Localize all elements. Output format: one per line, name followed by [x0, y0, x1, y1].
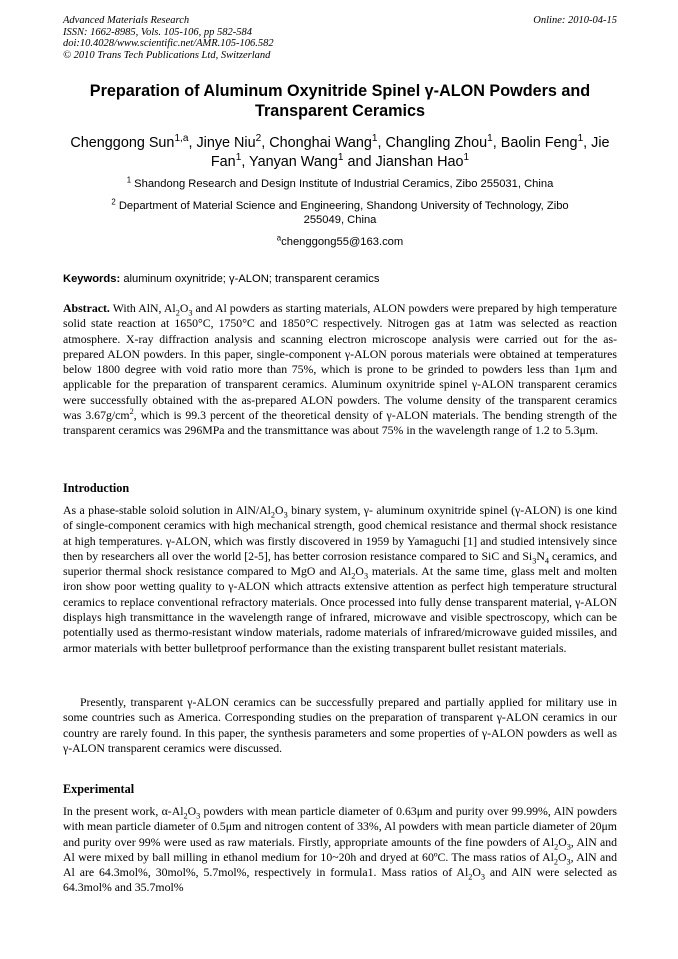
author-name: , Chonghai Wang — [261, 135, 372, 151]
author-affiliation-mark: 1 — [235, 152, 242, 164]
affiliation-text: 255049, China — [303, 213, 377, 226]
author-affiliation-mark: 1 — [577, 133, 584, 145]
body-text: As a phase-stable soloid solution in AlN/Al — [63, 503, 271, 517]
subscript: 2 — [270, 510, 276, 520]
body-text: , AlN and Al are 64.3mol%, 30mol%, 5.7mol%, respectively in formula1. Mass ratios of Al — [63, 849, 617, 880]
paper-title — [63, 82, 617, 121]
body-text: powders with mean particle diameter of 0.63μm and purity over 99.99%, AlN powders with mean particle diameter of 0.5μm and nitrogen content of 33%, Al powders with mean particle diameter of 20μm and purity over 99% were used as raw materials. Firstly, appropriate amounts of the fine powders of Al — [63, 804, 618, 849]
body-text: N — [536, 548, 545, 563]
title-line-2: Transparent Ceramics — [254, 101, 426, 120]
author-affiliation-mark: 1 — [337, 152, 344, 164]
subscript: 3 — [363, 571, 369, 581]
subscript: 3 — [196, 811, 201, 821]
author-affiliation-mark: 1,a — [174, 133, 189, 145]
author-name: and Jianshan Hao — [343, 154, 464, 170]
subscript: 3 — [480, 872, 485, 882]
copyright-line: © 2010 Trans Tech Publications Ltd, Switzerland — [63, 49, 271, 61]
journal-header — [63, 15, 617, 61]
body-text: O — [558, 834, 567, 849]
online-date: Online: 2010-04-15 — [533, 15, 617, 26]
body-text: binary system, γ- aluminum oxynitride spinel (γ-ALON) is one kind of single-component ceramics with high mechanical strength, good chemical resistance and thermal shock resistance at high temperatures. γ-ALON, which was firstly discovered in 1959 by Yamaguchi [1] and studied intensively since then by researchers all over the world [2-5], has better corrosion resistance compared to SiC and Si — [63, 503, 617, 563]
experimental-paragraph — [63, 804, 617, 896]
affiliation-1 — [63, 175, 617, 192]
subscript: 3 — [566, 857, 571, 867]
author-list — [63, 134, 617, 172]
abstract-text: , which is 99.3 percent of the theoretical density of γ-ALON materials. The bending strength of the transparent ceramics was 296MPa and the transmittance was about 75% in the wavelength range of 1.2 to 5.3μm. — [63, 408, 617, 438]
author-name: , Jie Fan — [210, 135, 610, 170]
author-name: Chenggong Sun — [70, 135, 175, 151]
subscript: 3 — [566, 841, 571, 851]
author-affiliation-mark: 1 — [463, 152, 470, 164]
email-address: chenggong55@163.com — [281, 236, 404, 248]
body-text: , AlN and Al were mixed by ball milling in ethanol medium for 10~20h and dryed at 60ºC. The mass ratios of Al — [63, 834, 617, 864]
body-text: O — [275, 503, 284, 517]
introduction-heading: Introduction — [63, 481, 130, 495]
author-name: , Baolin Feng — [492, 135, 578, 151]
affiliation-text: Department of Material Science and Engineering, Shandong University of Technology, Zibo — [118, 200, 569, 212]
keywords-label: Keywords: — [63, 273, 121, 285]
affiliation-mark: 2 — [111, 197, 116, 207]
doi-line: doi:10.4028/www.scientific.net/AMR.105-106.582 — [63, 38, 274, 49]
subscript: 2 — [183, 811, 188, 821]
subscript: 3 — [532, 556, 537, 566]
keywords-text: aluminum oxynitride; γ-ALON; transparent ceramics — [123, 273, 380, 285]
author-name: , Yanyan Wang — [241, 154, 338, 170]
issn-line: ISSN: 1662-8985, Vols. 105-106, pp 582-584 — [63, 26, 252, 38]
affiliation-text: Shandong Research and Design Institute of Industrial Ceramics, Zibo 255031, China — [134, 178, 554, 190]
body-text: O — [558, 849, 567, 864]
body-text: O — [187, 804, 197, 818]
author-affiliation-mark: 2 — [255, 133, 262, 145]
subscript: 2 — [468, 872, 473, 882]
superscript: 2 — [129, 407, 134, 417]
body-text: In the present work, α-Al — [63, 804, 184, 818]
author-name: , Changling Zhou — [377, 135, 488, 151]
body-text: O — [472, 865, 481, 880]
abstract-text: O — [179, 301, 189, 315]
subscript: 4 — [544, 556, 549, 566]
author-affiliation-mark: 1 — [487, 133, 493, 145]
abstract-text: and Al powders as starting materials, ALON powders were prepared by high temperature solid state reaction at 1650°C, 1750°C and 1850°C respectively. Nitrogen gas at 1atm was selected as reaction atmosphere. X-ray diffraction analysis and scanning electron microscope analysis were carried out for the as-prepared ALON powders. In this paper, single-component γ-ALON porous materials were obtained at temperatures below 1800 degree with void ratio more than 75%, which is prone to be grinded to powders less than 1μm and applicable for the preparation of transparent ceramics. Aluminum oxynitride spinel γ-ALON transparent ceramics were successfully obtained with the as-prepared ALON powders. The volume density of the transparent ceramics was 3.67g/cm — [63, 301, 617, 423]
experimental-heading: Experimental — [63, 782, 135, 796]
subscript: 3 — [188, 308, 193, 318]
journal-name: Advanced Materials Research — [63, 15, 190, 26]
affiliation-2 — [63, 197, 617, 227]
abstract — [63, 301, 617, 439]
author-email — [63, 233, 617, 250]
author-affiliation-mark: 1 — [371, 133, 378, 145]
author-name: , Jinye Niu — [188, 135, 256, 151]
body-text: materials. At the same time, glass melt and molten iron show poor wetting quality to γ-ALON which attracts extensive attention as perfect high temperature structural ceramics to replace conventional refractory materials. Once processed into fully dense transparent material, γ-ALON displays high transmittance in the wavelength range of infrared, microwave and visible spectroscopy, which can be potentially used as thermo-resistant window materials, radome materials of infrared/microwave guided missiles, and armor materials with better bulletproof performance than the existing transparent bullet resistant materials. — [63, 564, 617, 655]
title-line-1: Preparation of Aluminum Oxynitride Spinel γ-ALON Powders and — [89, 82, 591, 100]
introduction-paragraph-1 — [63, 503, 617, 656]
subscript: 2 — [175, 308, 180, 318]
keywords — [63, 272, 617, 286]
email-mark: a — [276, 233, 282, 243]
subscript: 2 — [351, 571, 356, 581]
body-text: O — [355, 564, 364, 579]
subscript: 2 — [554, 841, 559, 851]
abstract-label: Abstract. — [63, 301, 110, 315]
body-text: and AlN were selected as 64.3mol% and 35.7mol% — [63, 865, 617, 895]
subscript: 2 — [553, 857, 559, 867]
subscript: 3 — [283, 510, 288, 520]
affiliation-mark: 1 — [126, 175, 132, 185]
body-text: ceramics, and superior thermal shock resistance compared to MgO and Al — [63, 548, 617, 579]
abstract-text: With AlN, Al — [112, 301, 176, 315]
introduction-paragraph-2: Presently, transparent γ-ALON ceramics can be successfully prepared and partially applied for military use in some countries such as America. Corresponding studies on the preparation of transparent γ-ALON ceramics in our country are rarely found. In this paper, the synthesis parameters and some properties of γ-ALON powders as well as γ-ALON transparent ceramics were discussed. — [63, 695, 617, 755]
